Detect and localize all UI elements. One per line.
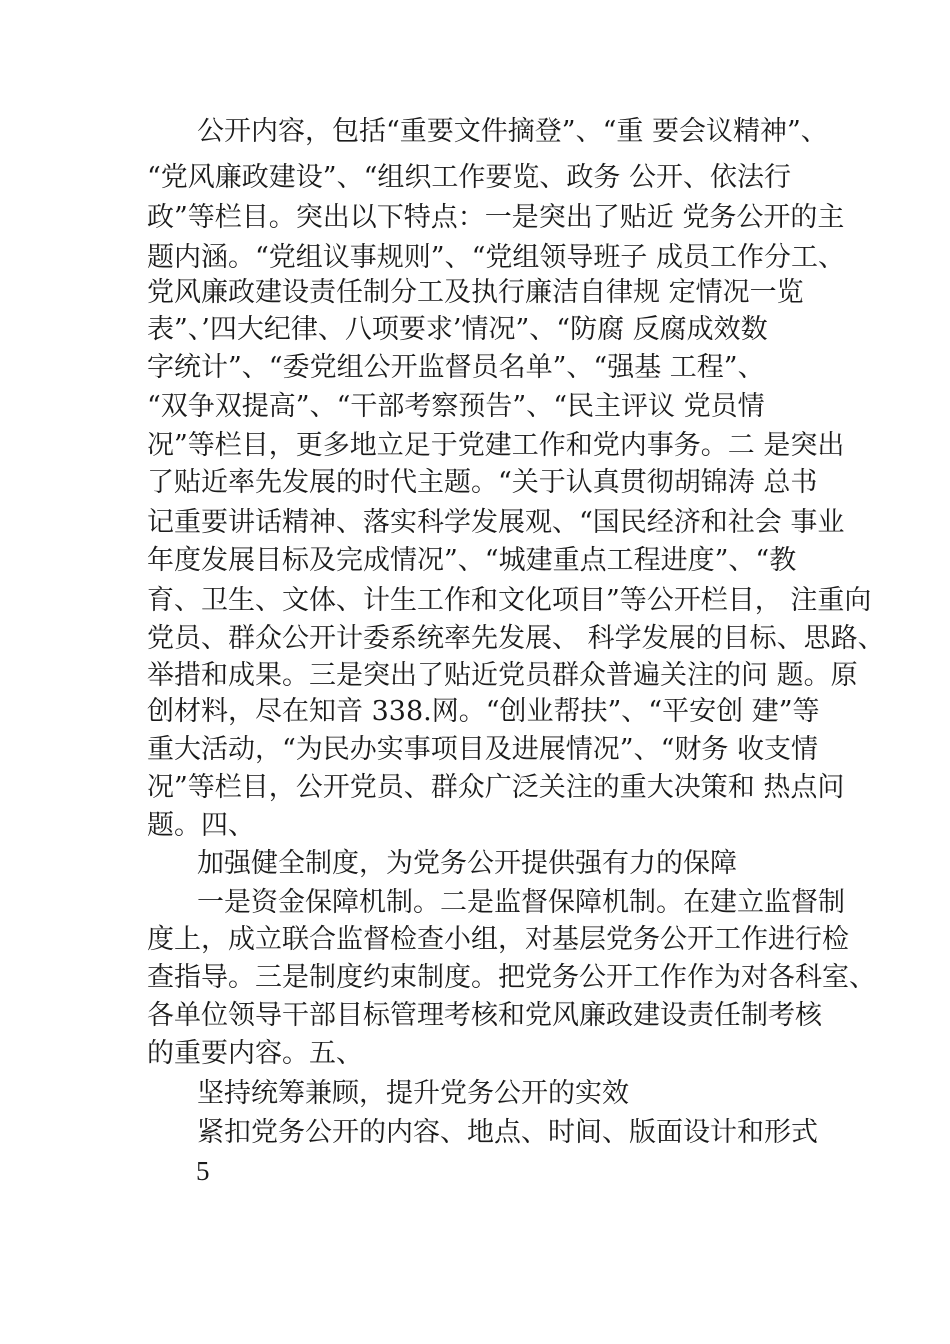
page-number: 5: [196, 1156, 210, 1186]
text-line: 表”、’四大纪律、八项要求’情况”、“防腐 反腐成效数: [147, 314, 768, 345]
section-heading: 坚持统筹兼顾，提升党务公开的实效: [197, 1078, 629, 1109]
text-line: 举措和成果。三是突出了贴近党员群众普遍关注的问 题。原: [147, 660, 858, 691]
text-line: 年度发展目标及完成情况”、“城建重点工程进度”、“教: [147, 545, 797, 576]
text-line: “党风廉政建设”、“组织工作要览、政务 公开、依法行: [147, 162, 791, 193]
text-line: 题。四、: [147, 810, 255, 841]
text-line: 了贴近率先发展的时代主题。“关于认真贯彻胡锦涛 总书: [147, 467, 818, 498]
text-line: 题内涵。“党组议事规则”、“党组领导班子 成员工作分工、: [147, 242, 845, 273]
text-line: 紧扣党务公开的内容、地点、时间、版面设计和形式: [197, 1117, 818, 1148]
text-line: “双争双提高”、“干部考察预告”、“民主评议 党员情: [147, 391, 765, 422]
text-line: 记重要讲话精神、落实科学发展观、“国民经济和社会 事业: [147, 507, 845, 538]
text-line: 一是资金保障机制。二是监督保障机制。在建立监督制: [197, 887, 845, 918]
section-heading: 加强健全制度，为党务公开提供强有力的保障: [197, 848, 737, 879]
text-line: 政”等栏目。突出以下特点：一是突出了贴近 党务公开的主: [147, 202, 845, 233]
text-line: 各单位领导干部目标管理考核和党风廉政建设责任制考核: [147, 1000, 822, 1031]
text-line: 重大活动，“为民办实事项目及进展情况”、“财务 收支情: [147, 734, 818, 765]
text-line: 度上，成立联合监督检查小组，对基层党务公开工作进行检: [147, 924, 849, 955]
text-line: 育、卫生、文体、计生工作和文化项目”等公开栏目， 注重向: [147, 585, 872, 616]
text-line: 况”等栏目，公开党员、群众广泛关注的重大决策和 热点问: [147, 772, 845, 803]
text-line: 的重要内容。五、: [147, 1038, 363, 1069]
text-line: 字统计”、“委党组公开监督员名单”、“强基 工程”、: [147, 352, 765, 383]
text-line: 查指导。三是制度约束制度。把党务公开工作作为对各科室、: [147, 962, 876, 993]
text-line: 党员、群众公开计委系统率先发展、 科学发展的目标、思路、: [147, 623, 885, 654]
text-line: 况”等栏目，更多地立足于党建工作和党内事务。二 是突出: [147, 430, 845, 461]
text-line: 创材料，尽在知音 338.网。“创业帮扶”、“平安创 建”等: [147, 696, 820, 727]
text-line: 公开内容，包括“重要文件摘登”、“重 要会议精神”、: [197, 116, 828, 147]
text-line: 党风廉政建设责任制分工及执行廉洁自律规 定情况一览: [147, 277, 804, 308]
